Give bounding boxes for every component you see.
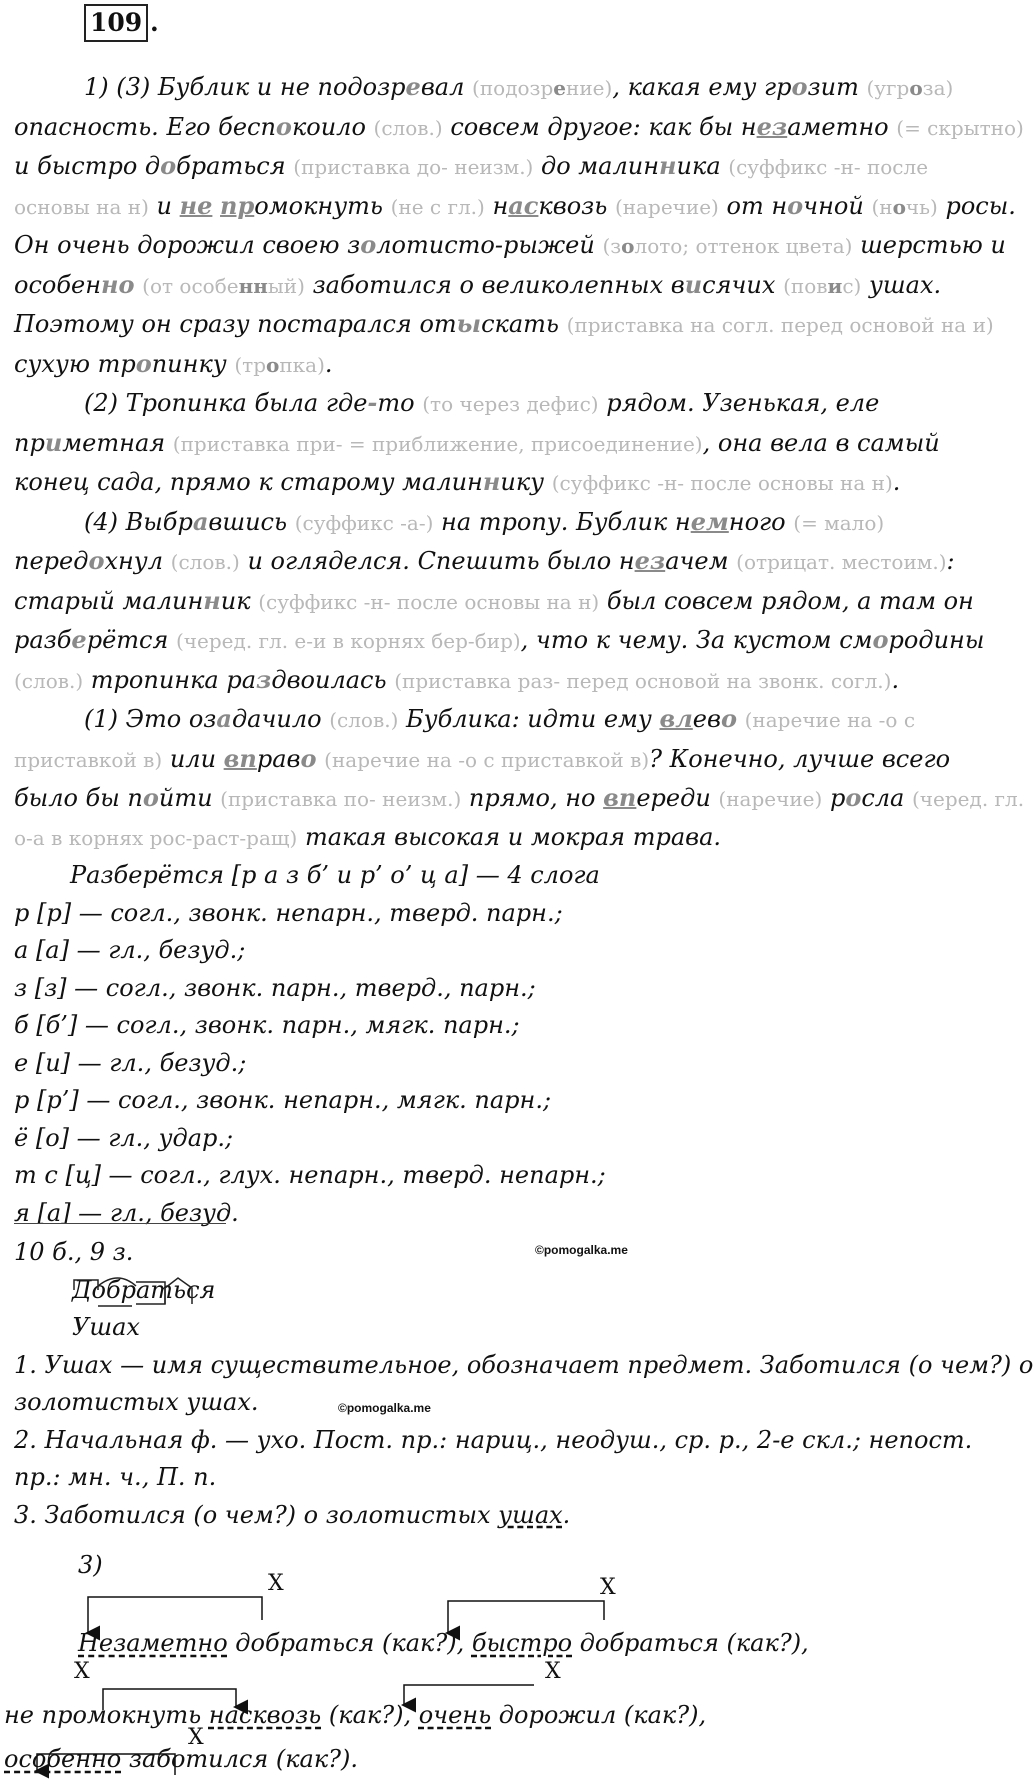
exercise-number-dot: . [150, 8, 159, 37]
text-segment: Поэтому он сразу постарался от [14, 310, 457, 338]
text-segment: на тропу. Бублик н [433, 507, 691, 536]
text-segment: н [484, 191, 509, 220]
highlighted-letters: но [101, 269, 135, 299]
text-line [14, 108, 1024, 148]
phonetic-row: з [з] — согл., звонк. парн., тверд., парн.; [14, 973, 536, 1002]
text-segment: было бы п [14, 784, 143, 812]
highlighted-letters: о [142, 783, 159, 812]
highlighted-letters: а [216, 704, 232, 733]
highlighted-letters: о [300, 743, 317, 773]
note-text: (черед. гл. [912, 787, 1025, 811]
text-segment: хнул [104, 547, 171, 575]
x-mark: X [545, 1659, 561, 1684]
highlighted-letters: ы [456, 309, 482, 338]
text-segment: заботился о великолепных в [304, 270, 685, 299]
highlighted-letters: вл [659, 704, 693, 733]
parse-line: золотистых ушах. [14, 1388, 259, 1416]
text-segment [212, 192, 220, 220]
text-line [14, 147, 954, 187]
note-text: (слов.) [14, 668, 84, 693]
text-segment: сла [861, 784, 912, 812]
highlighted-letters: о [88, 546, 105, 575]
text-segment: (4) Выбр [84, 507, 193, 536]
highlighted-letters: н [482, 467, 501, 496]
text-segment: р [822, 784, 846, 812]
text-line [14, 384, 954, 424]
text-segment: разб [14, 626, 72, 654]
note-text: (отрицат. местоим.) [736, 550, 947, 574]
text-segment: до малин [533, 152, 660, 180]
text-segment: двоилась [271, 665, 395, 694]
phonetic-row: е [и] — гл., безуд.; [14, 1048, 247, 1077]
text-segment: зит [807, 73, 867, 101]
text-segment: . [891, 665, 900, 694]
text-segment: старый малин [14, 586, 204, 615]
text-segment: браться [176, 152, 294, 180]
text-segment: ев [692, 705, 721, 733]
watermark: ©pomogalka.me [535, 1243, 628, 1257]
highlighted-letters: ез [756, 111, 788, 141]
diagram-row-1: Незаметно добраться (как?), быстро добраться (как?), [78, 1629, 809, 1657]
text-segment: рав [256, 744, 301, 773]
highlighted-letters: о [160, 151, 177, 180]
text-line [14, 266, 954, 306]
text-line [14, 700, 954, 740]
text-line [14, 463, 954, 503]
diagram-row-2: не промокнуть насквозь (как?), очень дорожил (как?), [4, 1701, 707, 1729]
note-text: (суффикс -н- после основы на н) [258, 589, 600, 614]
note-text: о [621, 234, 635, 258]
highlighted-letters: е [71, 625, 87, 654]
text-segment: вшись [208, 507, 295, 536]
text-line [14, 424, 954, 464]
text-segment: квозь [538, 191, 615, 220]
note-text: приставкой в) [14, 747, 163, 772]
text-segment: скать [481, 310, 567, 338]
text-segment: такая высокая и мокрая трава. [297, 822, 722, 851]
note-text: о [909, 76, 923, 100]
note-text: (угр [866, 76, 910, 100]
highlighted-letters: о [872, 625, 889, 654]
main-text [14, 68, 1025, 1232]
text-segment: ачем [665, 547, 737, 575]
text-segment: сухую тр [14, 349, 136, 378]
text-segment: дачило [231, 705, 330, 733]
note-text: ние) [566, 76, 613, 100]
text-segment: омокнуть [254, 191, 391, 220]
watermark: ©pomogalka.me [338, 1401, 431, 1415]
phonetic-row: я [а] — гл., безуд. [14, 1198, 239, 1227]
syntax-diagram [0, 1545, 960, 1785]
highlighted-letters: н [659, 151, 677, 180]
text-line [14, 305, 994, 345]
text-segment: Он очень дорожил своею з [14, 231, 361, 259]
highlighted-letters: - [367, 388, 378, 417]
text-segment: метная [62, 428, 173, 457]
note-text: (приставка раз- перед основой на звонк. согл.) [394, 668, 892, 693]
highlighted-letters: о [275, 111, 292, 141]
phonetic-row: ё [о] — гл., удар.; [14, 1123, 234, 1152]
note-text: (приставка по- неизм.) [220, 787, 462, 811]
highlighted-letters: вп [603, 783, 637, 812]
text-line [14, 779, 1025, 819]
text-segment: , она вела в самый [702, 428, 940, 457]
text-segment: совсем другое: как бы н [442, 112, 757, 141]
note-text: и [827, 273, 843, 298]
text-segment: опасность. Его бесп [14, 112, 276, 141]
note-text: (наречие на -о с приставкой в) [324, 747, 650, 772]
note-text: (= скрытно) [896, 115, 1024, 140]
highlighted-letters: ем [690, 506, 729, 536]
exercise-number: 109 [84, 4, 148, 42]
highlighted-letters: ез [634, 546, 666, 575]
word-ushakh: Ушах [72, 1313, 140, 1341]
note-text: е [553, 76, 566, 100]
text-segment: ику [500, 468, 552, 496]
diagram-label: 3) [78, 1551, 103, 1579]
text-segment: ика [676, 152, 729, 180]
note-text: (приставка при- = приближение, присоединение) [172, 431, 703, 456]
highlighted-letters: и [44, 427, 63, 457]
text-segment: прямо, но [461, 784, 604, 812]
note-text: (то через дефис) [422, 392, 599, 416]
note-text: (суффикс -н- после основы на н) [551, 471, 893, 495]
text-segment: Бублика: идти ему [398, 705, 660, 733]
phonetic-row: р [р] — согл., звонк. непарн., тверд. парн.; [14, 898, 563, 927]
note-text: основы на н) [14, 194, 149, 219]
note-text: (слов.) [329, 708, 399, 732]
highlighted-letters: о [360, 230, 377, 259]
text-line [14, 740, 954, 780]
highlighted-letters: пр [220, 190, 255, 220]
text-segment: пинку [151, 349, 235, 378]
text-segment: рётся [86, 626, 176, 654]
text-segment: . [324, 349, 333, 378]
text-line [14, 582, 974, 622]
note-text: (наречие на -о с [744, 708, 916, 732]
text-segment: родины [888, 626, 985, 654]
phonetic-row: р [р’] — согл., звонк. непарн., мягк. парн.; [14, 1086, 552, 1114]
note-text: (наречие) [718, 787, 823, 811]
note-text: ый) [267, 273, 305, 298]
text-segment: особен [14, 270, 101, 299]
note-text: чь) [905, 194, 938, 219]
text-segment: 1) (3) Бублик и не подозр [84, 73, 406, 101]
morpheme-marks [72, 1272, 272, 1312]
phonetic-row: т с [ц] — согл., глух. непарн., тверд. непарн.; [14, 1161, 606, 1189]
note-text: за) [922, 76, 954, 100]
text-segment: рядом. Узенькая, еле [598, 389, 880, 417]
note-text: нн [238, 273, 268, 298]
note-text: (наречие) [614, 194, 719, 219]
text-segment: росы. [937, 191, 1016, 220]
note-text: о [892, 194, 906, 219]
x-mark: X [268, 1571, 284, 1596]
note-text: с) [842, 273, 862, 298]
text-segment: ереди [636, 784, 719, 812]
note-text: (пов [783, 273, 828, 298]
text-segment: и [148, 191, 180, 220]
letter-count: 10 б., 9 з. [14, 1238, 134, 1266]
text-segment: ? Конечно, лучше всего [649, 744, 951, 773]
note-text: о [266, 352, 280, 377]
text-segment: йти [158, 784, 221, 812]
text-line [14, 621, 985, 661]
note-text: (от особе [142, 273, 239, 298]
note-text: (подозр [472, 76, 554, 100]
text-line [14, 661, 954, 701]
note-text: (тр [234, 352, 266, 377]
text-segment: перед [14, 547, 89, 575]
note-text: (слов.) [170, 550, 240, 574]
text-segment: конец сада, прямо к старому малин [14, 468, 483, 496]
phonetic-heading: Разберётся [р а з б’ и р’ о’ ц а] — 4 слога [70, 861, 600, 889]
text-line [14, 345, 954, 385]
morphology-section [14, 1234, 1033, 1534]
text-line [14, 819, 954, 858]
note-text: лото; оттенок цвета) [634, 234, 853, 258]
phonetic-row: б [б’] — согл., звонк. парн., мягк. парн.; [14, 1011, 520, 1039]
text-segment: аметно [787, 112, 897, 141]
text-segment: . [892, 468, 901, 496]
separator-line [14, 1223, 226, 1224]
text-segment: коило [291, 112, 374, 141]
word-dobratsya: Добраться [72, 1275, 216, 1304]
highlighted-letters: о [791, 72, 808, 101]
text-line [14, 542, 954, 582]
note-text: (слов.) [373, 115, 443, 140]
underlined-word: ушах [498, 1500, 563, 1529]
highlighted-letters: о [787, 190, 804, 220]
note-text: (приставка на согл. перед основой на и) [566, 313, 994, 337]
x-mark: X [600, 1575, 616, 1600]
highlighted-letters: н [203, 585, 221, 615]
parse-line: 2. Начальная ф. — ухо. Пост. пр.: нариц., неодуш., ср. р., 2-е скл.; непост. [14, 1425, 973, 1454]
parse-line: 1. Ушах — имя существительное, обозначает предмет. Заботился (о чем?) о [14, 1350, 1033, 1379]
highlighted-letters: о [845, 783, 862, 812]
text-line [14, 503, 954, 543]
text-segment: пр [14, 428, 45, 457]
highlighted-letters: и [684, 269, 703, 299]
text-segment: : [946, 547, 955, 575]
text-segment: тропинка ра [83, 665, 257, 694]
highlighted-letters: о [135, 348, 152, 378]
text-segment: ушах. [861, 270, 942, 299]
highlighted-letters: о [720, 704, 737, 733]
x-mark: X [188, 1725, 204, 1750]
note-text: (не с гл.) [390, 194, 485, 219]
text-line [14, 226, 1006, 266]
word-parse-dobratsya [14, 1272, 954, 1310]
text-segment: , какая ему гр [612, 73, 792, 101]
text-segment: был совсем рядом, а там он [599, 586, 974, 615]
note-text: (черед. гл. е-и в корнях бер-бир) [176, 629, 521, 653]
diagram-row-3: особенно заботился (как?). [4, 1745, 359, 1773]
text-segment: или [162, 744, 224, 773]
text-segment: лотисто-рыжей [376, 231, 603, 259]
text-segment: от н [718, 191, 788, 220]
phonetic-row: а [а] — гл., безуд.; [14, 936, 246, 964]
note-text: о-а в корнях рос-раст-ращ) [14, 825, 298, 850]
text-segment: ик [220, 586, 259, 615]
text-segment: , что к чему. За кустом см [520, 626, 873, 654]
highlighted-letters: а [192, 506, 209, 536]
text-segment: и быстро д [14, 152, 161, 180]
parse-line-last: 3. Заботился (о чем?) о золотистых ушах. [14, 1500, 571, 1529]
text-line [14, 187, 1016, 227]
note-text: (приставка до- неизм.) [293, 155, 534, 179]
parse-line: пр.: мн. ч., П. п. [14, 1463, 217, 1491]
text-segment: ного [728, 507, 794, 536]
text-segment: шерстью и [852, 231, 1006, 259]
note-text: (суффикс -а-) [294, 510, 434, 535]
note-text: (з [602, 234, 622, 258]
highlighted-letters: е [405, 72, 421, 101]
text-segment: и огляделся. Спешить было н [239, 547, 635, 575]
note-text: пка) [279, 352, 325, 377]
text-segment: то [377, 389, 423, 417]
note-text: (суффикс -н- после [728, 155, 929, 179]
text-segment [737, 705, 745, 733]
text-segment: вал [420, 73, 473, 101]
text-segment: сячих [702, 270, 784, 299]
note-text: (н [871, 194, 893, 219]
text-segment [135, 271, 143, 299]
x-mark: X [74, 1659, 90, 1684]
note-text: (= мало) [793, 510, 885, 535]
text-segment: (2) Тропинка была где [84, 389, 368, 417]
text-line [14, 68, 954, 108]
text-segment: чной [803, 191, 872, 220]
highlighted-letters: з [256, 664, 272, 694]
highlighted-letters: не [179, 190, 213, 220]
highlighted-letters: ас [508, 190, 539, 220]
highlighted-letters: вп [223, 743, 257, 773]
text-segment: (1) Это оз [84, 705, 217, 733]
